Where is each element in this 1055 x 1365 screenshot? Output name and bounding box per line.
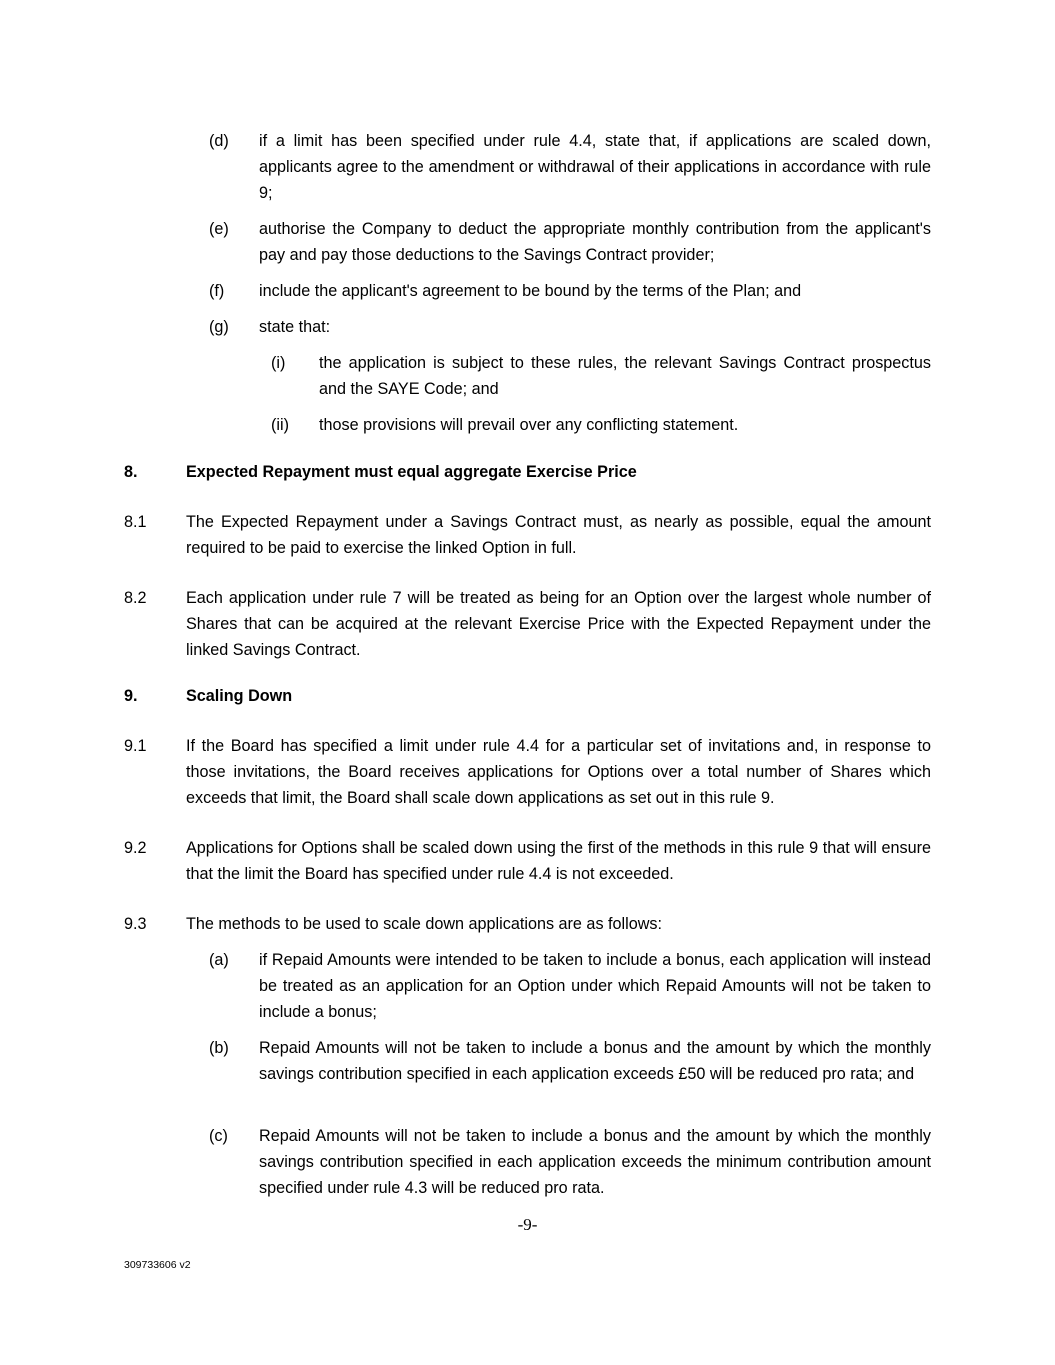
list-item-text: authorise the Company to deduct the appropriate monthly contribution from the applicant's pay and pay those deductions to the Savings Contract provider; — [259, 220, 931, 264]
list-item-text: if Repaid Amounts were intended to be taken to include a bonus, each application will instead be treated as an application for an Option under which Repaid Amounts will not be taken to include a bonus; — [259, 951, 931, 1021]
list-item-label: (b) — [209, 1039, 229, 1057]
clause-8-1 — [124, 509, 931, 561]
list-item-text: if a limit has been specified under rule 4.4, state that, if applications are scaled down, applicants agree to the amendment or withdrawal of their applications in accordance with rule 9; — [259, 132, 931, 202]
list-item-label: (c) — [209, 1127, 228, 1145]
list-item-label: (i) — [271, 354, 286, 372]
list-item-g-ii — [271, 412, 931, 438]
list-item-text: include the applicant's agreement to be bound by the terms of the Plan; and — [259, 282, 802, 300]
section-title: Expected Repayment must equal aggregate Exercise Price — [186, 463, 637, 481]
clause-9-2 — [124, 835, 931, 887]
clause-number: 9.3 — [124, 915, 147, 933]
list-item-label: (d) — [209, 132, 229, 150]
section-title: Scaling Down — [186, 687, 293, 705]
method-item-c — [209, 1123, 931, 1201]
clause-text: Each application under rule 7 will be treated as being for an Option over the largest whole number of Shares that can be acquired at the relevant Exercise Price with the Expected Repayment under the linked Savings Contract. — [186, 589, 931, 659]
section-heading-8 — [124, 459, 931, 485]
document-reference: 309733606 v2 — [124, 1259, 191, 1271]
list-item-label: (a) — [209, 951, 229, 969]
clause-text: If the Board has specified a limit under rule 4.4 for a particular set of invitations and, in response to those invitations, the Board receives applications for Options over a total number of Shares which exceeds that limit, the Board shall scale down applications as set out in this rule 9. — [186, 737, 931, 807]
list-item-label: (e) — [209, 220, 229, 238]
section-number: 8. — [124, 463, 138, 481]
clause-9-3 — [124, 911, 931, 937]
list-item-g-i — [271, 350, 931, 402]
list-item-g — [209, 314, 931, 340]
clause-9-1 — [124, 733, 931, 811]
clause-8-2 — [124, 585, 931, 663]
method-item-b — [209, 1035, 931, 1087]
list-item-f — [209, 278, 931, 304]
list-item-label: (ii) — [271, 416, 289, 434]
section-number: 9. — [124, 687, 138, 705]
clause-text: The Expected Repayment under a Savings Contract must, as nearly as possible, equal the amount required to be paid to exercise the linked Option in full. — [186, 513, 931, 557]
clause-number: 8.2 — [124, 589, 147, 607]
list-item-label: (g) — [209, 318, 229, 336]
clause-number: 9.1 — [124, 737, 147, 755]
list-item-text: Repaid Amounts will not be taken to include a bonus and the amount by which the monthly savings contribution specified in each application exceeds £50 will be reduced pro rata; and — [259, 1039, 931, 1083]
list-item-label: (f) — [209, 282, 225, 300]
list-item-text: state that: — [259, 318, 331, 336]
list-item-text: Repaid Amounts will not be taken to include a bonus and the amount by which the monthly savings contribution specified in each application exceeds the minimum contribution amount specified under rule 4.3 will be reduced pro rata. — [259, 1127, 931, 1197]
list-item-text: the application is subject to these rules, the relevant Savings Contract prospectus and the SAYE Code; and — [319, 354, 931, 398]
section-heading-9 — [124, 683, 931, 709]
list-item-d — [209, 128, 931, 206]
page-number: -9- — [517, 1215, 538, 1234]
clause-number: 8.1 — [124, 513, 147, 531]
clause-text: The methods to be used to scale down applications are as follows: — [186, 915, 663, 933]
list-item-e — [209, 216, 931, 268]
clause-text: Applications for Options shall be scaled down using the first of the methods in this rule 9 that will ensure that the limit the Board has specified under rule 4.4 is not exceeded. — [186, 839, 931, 883]
method-item-a — [209, 947, 931, 1025]
clause-number: 9.2 — [124, 839, 147, 857]
list-item-text: those provisions will prevail over any conflicting statement. — [319, 416, 739, 434]
